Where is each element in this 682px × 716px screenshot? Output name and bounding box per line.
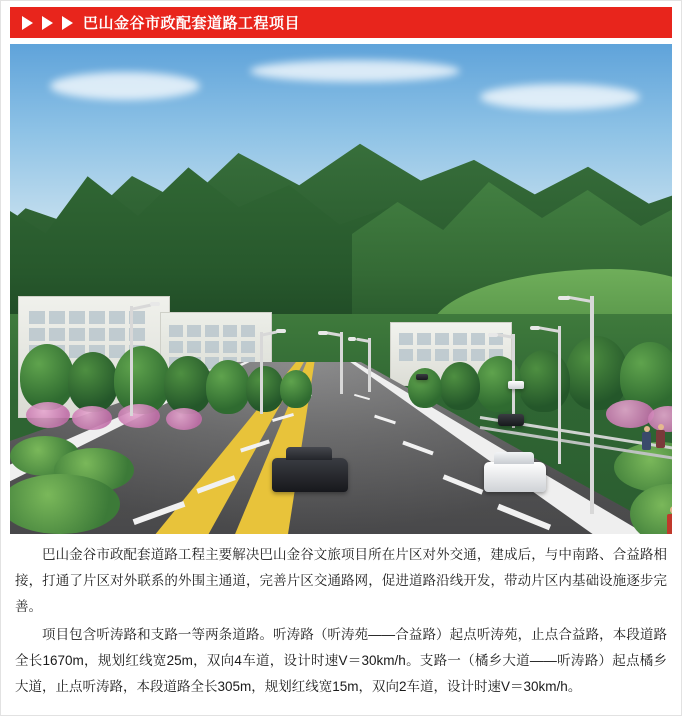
flowering-shrub bbox=[26, 402, 70, 428]
window bbox=[49, 328, 65, 341]
window bbox=[453, 349, 467, 361]
window bbox=[89, 311, 105, 324]
window bbox=[109, 328, 125, 341]
flowering-shrub bbox=[166, 408, 202, 430]
window bbox=[241, 325, 255, 337]
street-lamp-head bbox=[488, 333, 498, 337]
pedestrian-body bbox=[667, 514, 672, 534]
page-title: 巴山金谷市政配套道路工程项目 bbox=[83, 15, 301, 32]
tree bbox=[164, 356, 212, 414]
tree bbox=[280, 370, 312, 408]
arrow-group bbox=[10, 16, 83, 30]
window bbox=[169, 325, 183, 337]
window bbox=[69, 311, 85, 324]
window bbox=[435, 333, 449, 345]
project-description bbox=[15, 542, 667, 700]
window bbox=[241, 341, 255, 353]
window bbox=[417, 333, 431, 345]
window bbox=[169, 341, 183, 353]
window bbox=[205, 325, 219, 337]
street-lamp-pole bbox=[590, 296, 594, 514]
window bbox=[205, 341, 219, 353]
street-lamp-head bbox=[558, 296, 570, 300]
street-lamp-pole bbox=[368, 338, 371, 392]
triangle-right-icon bbox=[62, 16, 73, 30]
tree bbox=[518, 350, 570, 412]
street-lamp-pole bbox=[340, 332, 343, 394]
street-lamp-pole bbox=[558, 326, 561, 464]
window bbox=[69, 328, 85, 341]
tree bbox=[206, 360, 250, 414]
window bbox=[435, 349, 449, 361]
tree bbox=[20, 344, 74, 410]
street-lamp-head bbox=[276, 329, 286, 333]
window bbox=[453, 333, 467, 345]
tree bbox=[68, 352, 118, 412]
triangle-right-icon bbox=[22, 16, 33, 30]
vehicle-distant-dark bbox=[498, 414, 524, 426]
tree bbox=[566, 336, 628, 410]
flowering-shrub bbox=[72, 406, 112, 430]
window bbox=[399, 333, 413, 345]
vehicle-dark-sedan bbox=[272, 458, 348, 492]
tree bbox=[246, 366, 284, 412]
street-lamp-head bbox=[150, 302, 160, 306]
window bbox=[417, 349, 431, 361]
window bbox=[89, 328, 105, 341]
window bbox=[399, 349, 413, 361]
street-lamp-head bbox=[530, 326, 540, 330]
window bbox=[223, 325, 237, 337]
street-lamp-pole bbox=[130, 306, 133, 416]
flowering-shrub bbox=[606, 400, 654, 428]
tree bbox=[440, 362, 480, 410]
window bbox=[49, 311, 65, 324]
vehicle-distant-far bbox=[416, 374, 428, 380]
window bbox=[187, 325, 201, 337]
window bbox=[187, 341, 201, 353]
window-grid bbox=[399, 333, 503, 361]
pedestrian-body bbox=[642, 432, 651, 450]
project-rendering-image bbox=[10, 44, 672, 534]
paragraph-1: 巴山金谷市政配套道路工程主要解决巴山金谷文旅项目所在片区对外交通，建成后，与中南路、合益路相接，打通了片区对外联系的外围主通道，完善片区交通路网，促进道路沿线开发，带动片区内基础设施逐步完善。 bbox=[15, 547, 667, 614]
triangle-right-icon bbox=[42, 16, 53, 30]
window bbox=[29, 328, 45, 341]
vehicle-roof bbox=[494, 452, 534, 464]
street-lamp-head bbox=[348, 337, 356, 341]
vehicle-white-suv bbox=[484, 462, 546, 492]
cloud bbox=[480, 84, 640, 110]
window bbox=[223, 341, 237, 353]
window bbox=[29, 311, 45, 324]
header-banner bbox=[10, 7, 672, 38]
pedestrian-body bbox=[656, 430, 665, 448]
rendering-canvas bbox=[10, 44, 672, 534]
vehicle-roof bbox=[286, 447, 332, 460]
paragraph-2: 项目包含听涛路和支路一等两条道路。听涛路（听涛苑——合益路）起点听涛苑，止点合益路，本段道路全长1670m，规划红线宽25m，双向4车道，设计时速V＝30km/h。支路一（橘乡大道——听涛路）起点橘乡大道，止点听涛路，本段道路全长305m，规划红线宽15m，双向2车道，设计时速V＝30km/h。 bbox=[15, 627, 667, 694]
street-lamp-head bbox=[318, 331, 328, 335]
vehicle-distant-white bbox=[508, 381, 524, 389]
window bbox=[471, 333, 485, 345]
flowering-shrub bbox=[118, 404, 160, 428]
cloud bbox=[50, 72, 200, 100]
window bbox=[471, 349, 485, 361]
window bbox=[109, 311, 125, 324]
pedestrian-head bbox=[670, 506, 672, 514]
cloud bbox=[250, 60, 460, 82]
street-lamp-pole bbox=[260, 332, 263, 414]
